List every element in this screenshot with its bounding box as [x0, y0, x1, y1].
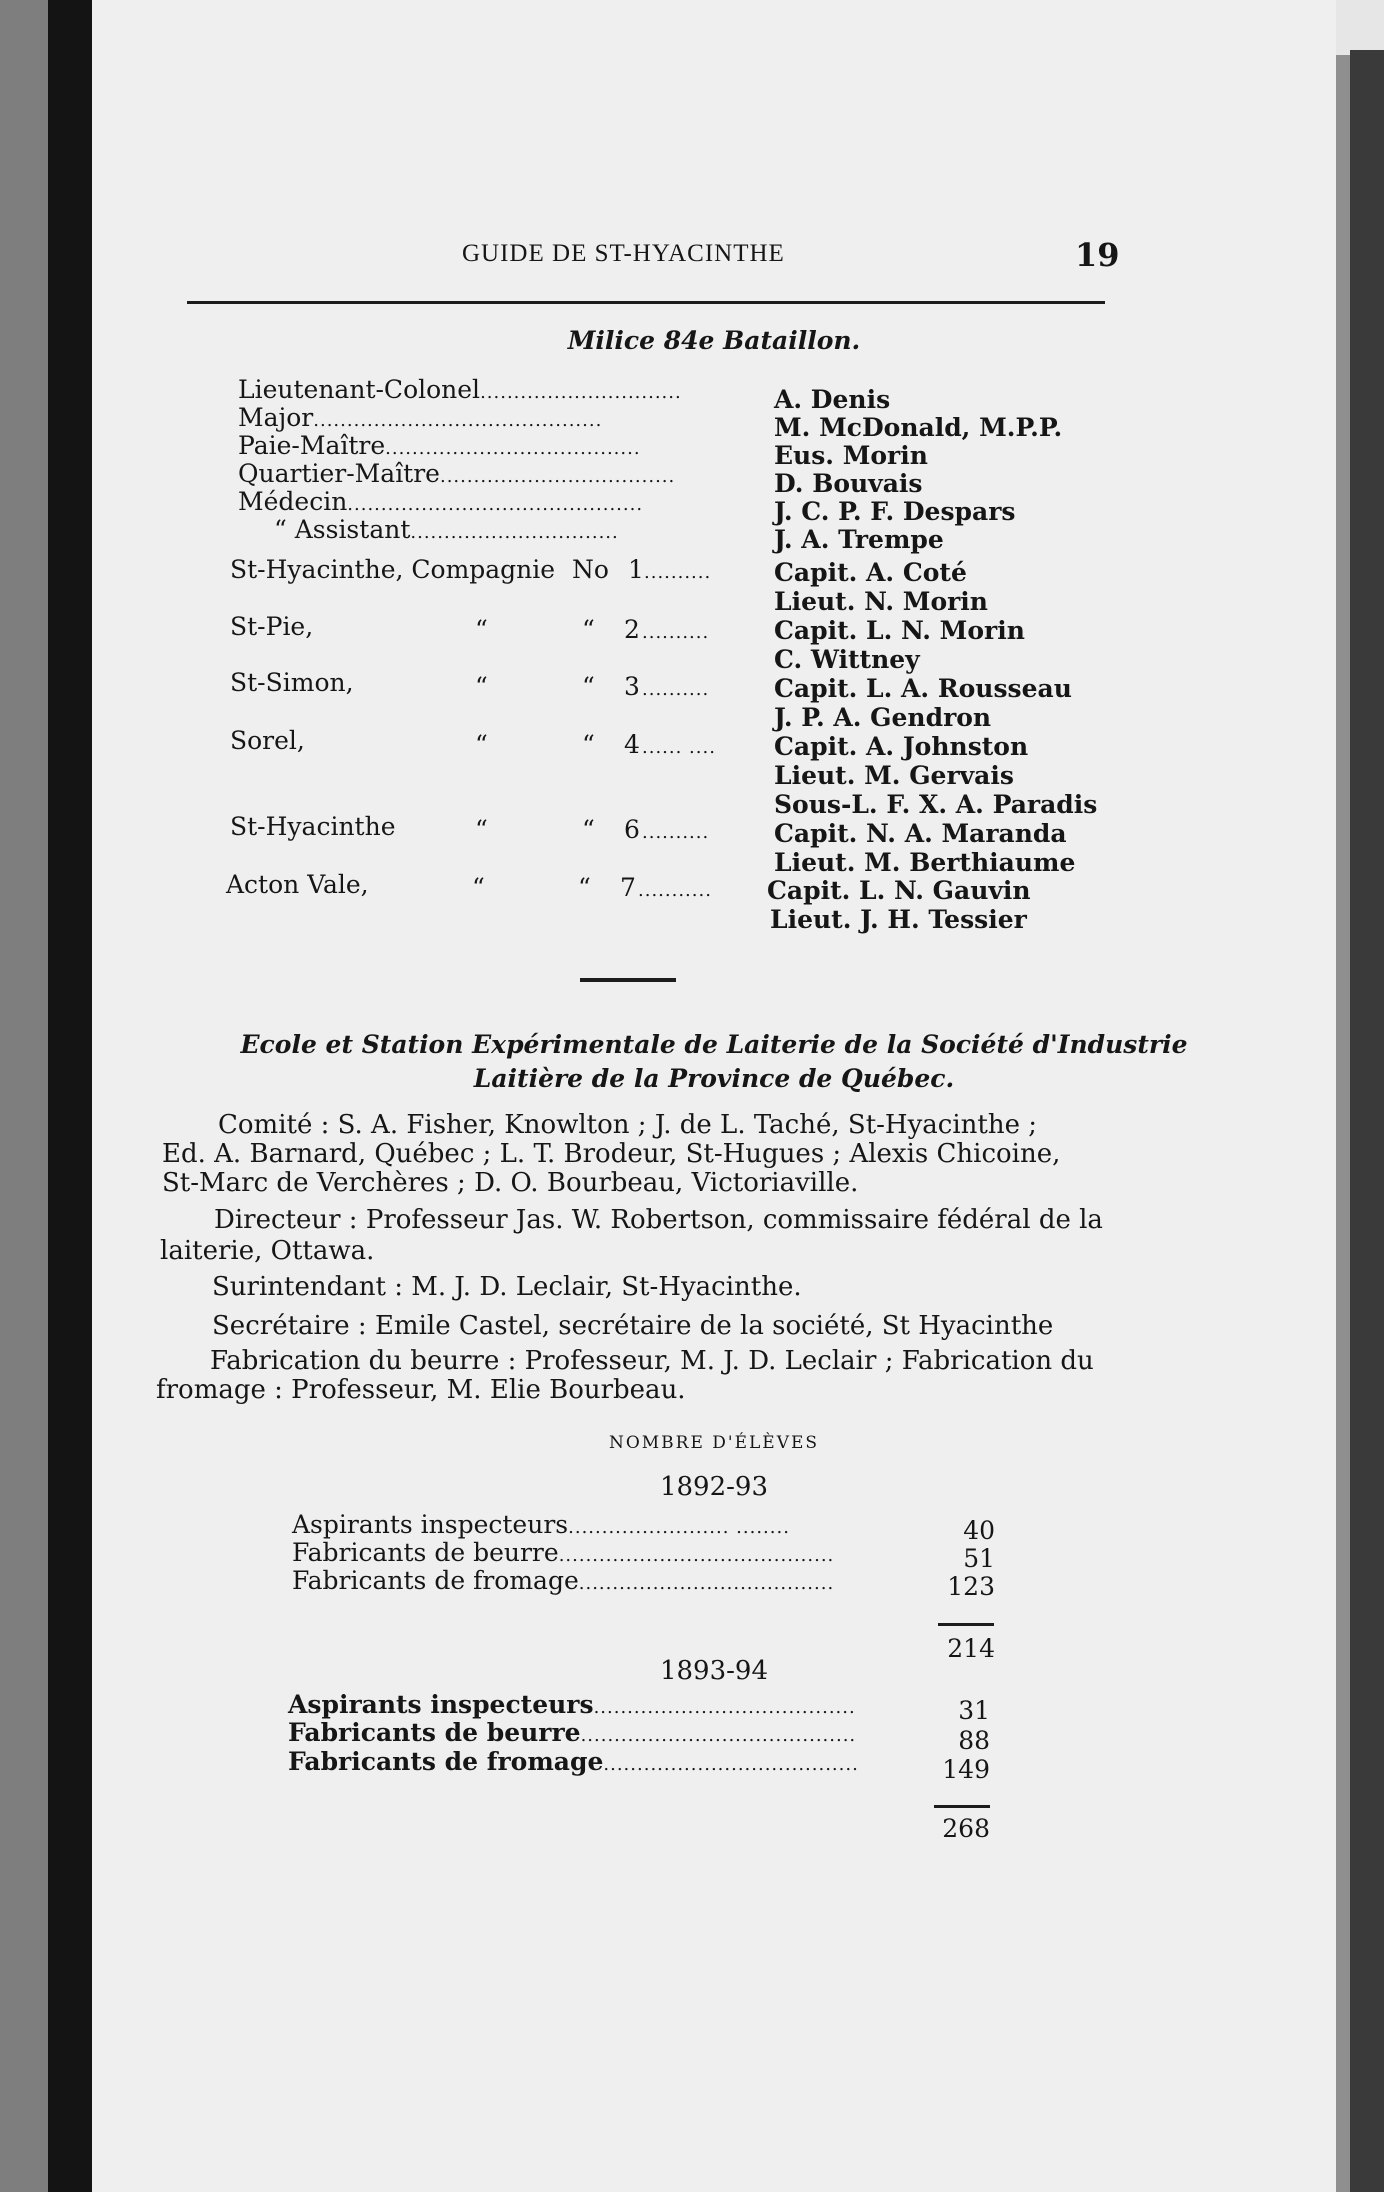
book-gutter [48, 0, 92, 2192]
company-place: Acton Vale, [226, 870, 369, 899]
student-count: 31 [958, 1696, 990, 1725]
staff-rank: Médecin [238, 487, 348, 516]
secretaire-line: Secrétaire : Emile Castel, secrétaire de la société, St Hyacinthe [212, 1311, 1054, 1341]
student-row-label [292, 1538, 834, 1567]
company-officer: C. Wittney [774, 645, 920, 674]
leader-dots: ......................................... [558, 1545, 835, 1566]
company-officer: Lieut. M. Gervais [774, 761, 1014, 790]
total-rule [938, 1623, 994, 1626]
leader-dots: ............................... [410, 522, 619, 543]
company-number: 4 [624, 730, 640, 759]
company-officer: Capit. A. Johnston [774, 732, 1029, 761]
total-rule [934, 1805, 990, 1808]
leader-dots: .......... [642, 679, 710, 700]
staff-row [238, 375, 682, 404]
student-count: 88 [958, 1726, 990, 1755]
page-edge [1336, 55, 1350, 2192]
book-edge-shadow [1350, 50, 1384, 2192]
company-place: St-Pie, [230, 612, 314, 641]
student-count: 123 [947, 1572, 995, 1601]
surintendant-line: Surintendant : M. J. D. Leclair, St-Hyacinthe. [212, 1272, 802, 1302]
staff-row [238, 487, 643, 516]
company-officer: Sous-L. F. X. A. Paradis [774, 790, 1098, 819]
leader-dots: ...................................... [603, 1754, 859, 1775]
staff-row [238, 403, 602, 432]
fabrication-line: Fabrication du beurre : Professeur, M. J. D. Leclair ; Fabrication du [210, 1346, 1094, 1376]
company-place: St-Hyacinthe [230, 812, 396, 841]
header-rule [187, 301, 1105, 304]
company-officer: Capit. L. N. Gauvin [767, 876, 1031, 905]
section-divider [580, 978, 676, 982]
staff-officer: M. McDonald, M.P.P. [774, 413, 1063, 442]
leader-dots: .............................. [480, 382, 682, 403]
comite-line: Ed. A. Barnard, Québec ; L. T. Brodeur, St-Hugues ; Alexis Chicoine, [162, 1139, 1061, 1169]
staff-officer: D. Bouvais [774, 469, 923, 498]
company-ditto: “ [475, 615, 488, 644]
fabrication-line: fromage : Professeur, M. Elie Bourbeau. [156, 1375, 686, 1405]
company-place: St-Hyacinthe, Compagnie [230, 555, 556, 584]
row-label: Fabricants de fromage [288, 1747, 604, 1776]
leader-dots: ......................................... [580, 1725, 857, 1746]
staff-rank: Paie-Maître [238, 431, 386, 460]
staff-officer: J. A. Trempe [774, 525, 944, 554]
leader-dots: ........................ ........ [568, 1517, 790, 1538]
company-officer: Capit. A. Coté [774, 558, 967, 587]
company-number: 1 [628, 555, 644, 584]
company-officer: Capit. L. A. Rousseau [774, 674, 1072, 703]
student-row-label [288, 1718, 856, 1747]
company-officer: Lieut. J. H. Tessier [770, 905, 1027, 934]
year-heading: 1892-93 [659, 1472, 769, 1502]
leader-dots: ........... [638, 880, 712, 901]
leader-dots: ................................... [439, 466, 676, 487]
company-ditto: “ [472, 873, 485, 902]
leader-dots: .......... [642, 622, 710, 643]
running-head: GUIDE DE ST-HYACINTHE [462, 240, 785, 267]
leader-dots: ...... .... [642, 737, 716, 758]
staff-row [238, 431, 641, 460]
staff-rank: Major [238, 403, 314, 432]
staff-row [238, 515, 619, 544]
ecole-title-line1: Ecole et Station Expérimentale de Laiterie de la Société d'Industrie [240, 1030, 1188, 1059]
staff-rank: Lieutenant-Colonel [238, 375, 481, 404]
company-place: St-Simon, [230, 668, 354, 697]
student-count: 149 [942, 1755, 990, 1784]
company-ditto: “ [582, 815, 595, 844]
students-heading: NOMBRE D'ÉLÈVES [608, 1433, 820, 1453]
militia-title: Milice 84e Bataillon. [567, 326, 861, 355]
company-officer: J. P. A. Gendron [774, 703, 992, 732]
directeur-line: Directeur : Professeur Jas. W. Robertson, commissaire fédéral de la [214, 1205, 1103, 1235]
student-row-label [288, 1690, 856, 1719]
comite-line: St-Marc de Verchères ; D. O. Bourbeau, Victoriaville. [162, 1168, 859, 1198]
leader-dots: ...................................... [578, 1573, 835, 1594]
student-total: 214 [947, 1634, 995, 1663]
leader-dots: .......... [644, 562, 712, 583]
company-officer: Capit. N. A. Maranda [774, 819, 1067, 848]
company-number: 6 [624, 815, 640, 844]
staff-row [238, 459, 675, 488]
book-spine-shadow [0, 0, 48, 2192]
staff-officer: A. Denis [774, 385, 891, 414]
year-heading: 1893-94 [659, 1656, 769, 1686]
row-label: Fabricants de beurre [288, 1718, 581, 1747]
staff-officer: Eus. Morin [774, 441, 928, 470]
company-officer: Lieut. M. Berthiaume [774, 848, 1076, 877]
leader-dots: ............................................ [347, 494, 644, 515]
student-row-label [288, 1747, 859, 1776]
row-label: Fabricants de beurre [292, 1538, 559, 1567]
student-total: 268 [942, 1814, 990, 1843]
comite-line: Comité : S. A. Fisher, Knowlton ; J. de L. Taché, St-Hyacinthe ; [218, 1110, 1038, 1140]
student-row-label [292, 1510, 790, 1539]
page-content [92, 0, 1336, 2192]
company-officer: Capit. L. N. Morin [774, 616, 1025, 645]
staff-rank: “ Assistant [274, 515, 411, 544]
directeur-line: laiterie, Ottawa. [160, 1236, 375, 1266]
staff-rank: Quartier-Maître [238, 459, 440, 488]
ecole-title-line2: Laitière de la Province de Québec. [473, 1064, 955, 1093]
company-number: 3 [624, 672, 640, 701]
company-place: Sorel, [230, 726, 305, 755]
leader-dots: ........................................... [313, 410, 603, 431]
student-count: 40 [963, 1516, 995, 1545]
company-ditto: “ [475, 815, 488, 844]
company-ditto: “ [582, 672, 595, 701]
leader-dots: ...................................... [385, 438, 641, 459]
company-ditto: “ [578, 873, 591, 902]
student-row-label [292, 1566, 834, 1595]
company-number: 2 [624, 615, 640, 644]
staff-officer: J. C. P. F. Despars [774, 497, 1016, 526]
row-label: Aspirants inspecteurs [288, 1690, 594, 1719]
row-label: Fabricants de fromage [292, 1566, 579, 1595]
book-page [92, 0, 1336, 2192]
student-count: 51 [963, 1544, 995, 1573]
leader-dots: .......... [642, 822, 710, 843]
company-ditto: “ [475, 730, 488, 759]
company-ditto: No [572, 555, 609, 584]
page-number: 19 [1075, 236, 1120, 274]
leader-dots: ....................................... [593, 1697, 856, 1718]
row-label: Aspirants inspecteurs [292, 1510, 569, 1539]
company-ditto: “ [582, 730, 595, 759]
company-officer: Lieut. N. Morin [774, 587, 988, 616]
company-ditto: “ [582, 615, 595, 644]
company-number: 7 [620, 873, 636, 902]
company-ditto: “ [475, 672, 488, 701]
